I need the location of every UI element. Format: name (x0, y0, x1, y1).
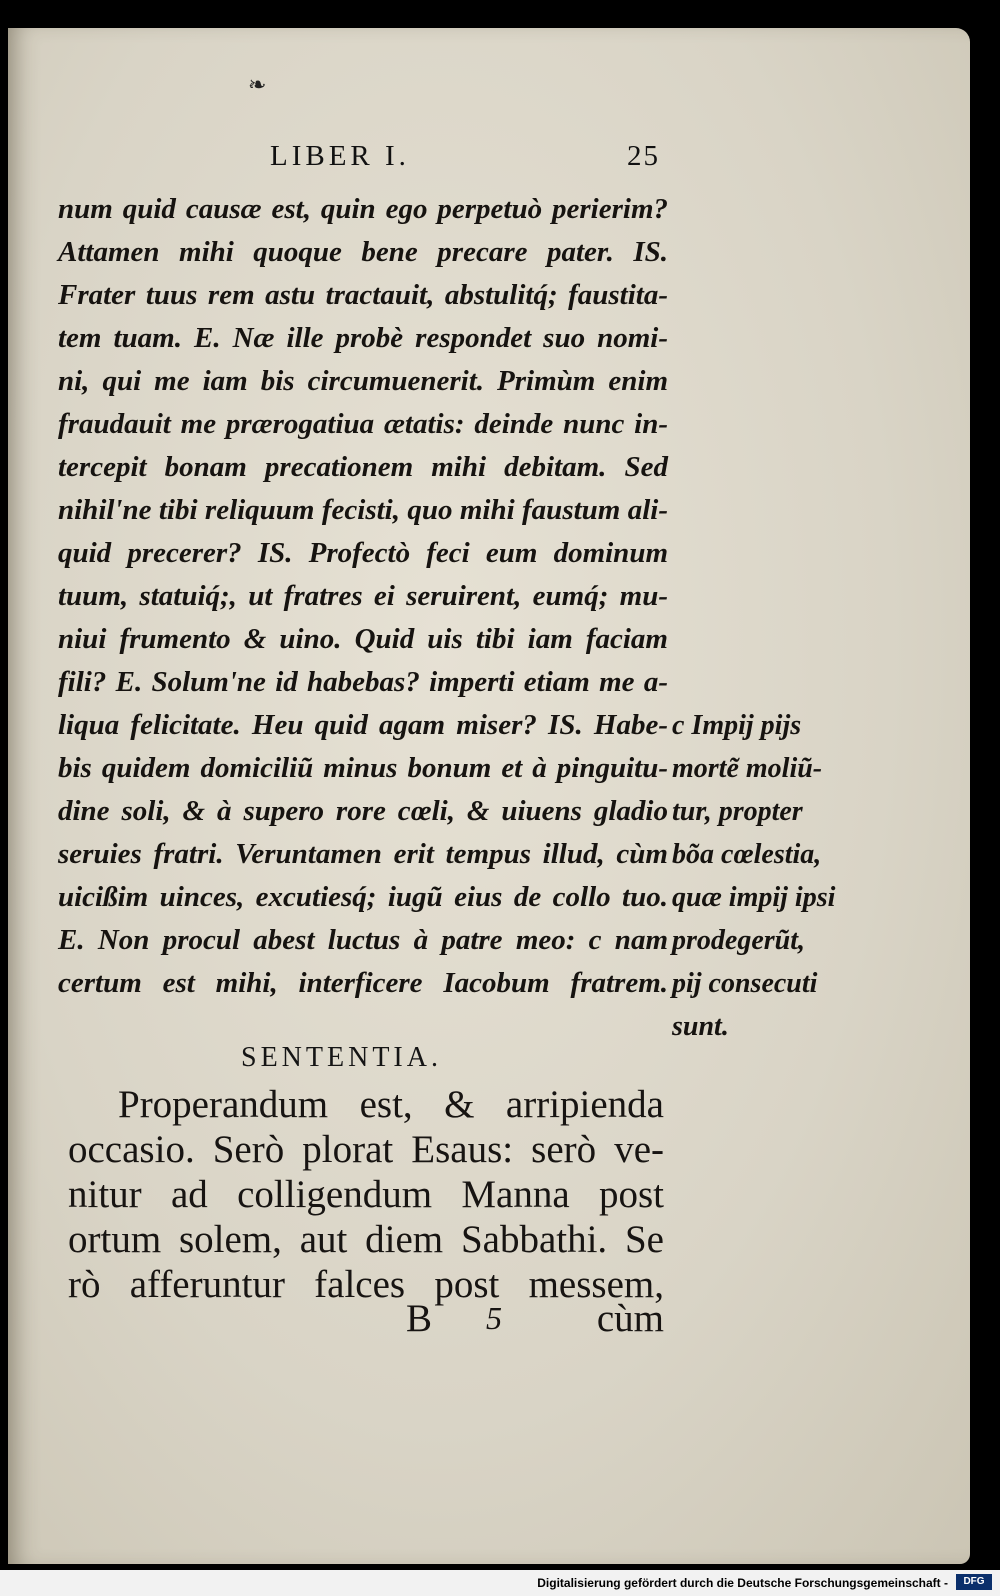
text-line: num quid causæ est, quin ego perpetuò perierim? (58, 193, 668, 225)
signature-number: 5 (486, 1300, 502, 1336)
sententia-line: occasio. Serò plorat Esaus: serò ve- (68, 1128, 664, 1171)
sententia-text (68, 1082, 664, 1307)
sententia-line: Properandum est, & arripienda (118, 1083, 664, 1126)
text-line: dine soli, & à supero rore cœli, & uiuens gladio (58, 795, 668, 827)
footer-text: Digitalisierung gefördert durch die Deutsche Forschungsgemeinschaft - (537, 1576, 948, 1590)
text-line: tuum, statuiq́;, ut fratres ei seruirent, eumq́; mu- (58, 580, 668, 612)
margin-line: pij consecuti (672, 968, 818, 999)
margin-line: quæ impij ipsi (672, 882, 836, 913)
text-line: nihil'ne tibi reliquum fecisti, quo mihi faustum ali- (58, 494, 668, 526)
sententia-line: nitur ad colligendum Manna post (68, 1173, 664, 1216)
text-line: E. Non procul abest luctus à patre meo: c nam (58, 924, 668, 956)
text-line: liqua felicitate. Heu quid agam miser? IS. Habe- (58, 709, 668, 741)
text-line: niui frumento & uino. Quid uis tibi iam faciam (58, 623, 668, 655)
catchword: cùm (596, 1297, 664, 1340)
text-line: quid precerer? IS. Profectò feci eum dominum (58, 537, 668, 569)
sententia-heading: SENTENTIA. (241, 1042, 442, 1073)
digitization-footer (0, 1570, 1000, 1596)
header-title: LIBER I. (270, 140, 410, 172)
text-line: uicißim uinces, excutiesq́; iugũ eius de collo tuo. (58, 881, 668, 913)
margin-line: mortẽ moliũ- (672, 753, 823, 784)
text-line: bis quidem domiciliũ minus bonum et à pinguitu- (58, 752, 668, 784)
text-line: Frater tuus rem astu tractauit, abstulitq́; faustita- (58, 279, 668, 311)
text-line: fraudauit me prærogatiua ætatis: deinde nunc in- (58, 408, 668, 440)
page-number: 25 (627, 140, 660, 172)
text-line: tem tuam. E. Næ ille probè respondet suo nomi- (58, 322, 668, 354)
running-header (270, 140, 660, 173)
margin-line: sunt. (672, 1011, 729, 1042)
body-text (58, 188, 668, 1005)
text-line: fili? E. Solum'ne id habebas? imperti etiam me a- (58, 666, 668, 698)
signature-mark: B (406, 1297, 433, 1340)
text-line: tercepit bonam precationem mihi debitam. Sed (58, 451, 668, 483)
text-line: seruies fratri. Veruntamen erit tempus illud, cùm (58, 838, 668, 870)
ornament-mark: ❧ (248, 72, 267, 97)
dfg-logo: DFG (956, 1574, 992, 1590)
book-page (8, 28, 970, 1564)
text-line: certum est mihi, interficere Iacobum fratrem. (58, 967, 668, 999)
margin-line: c Impij pijs (672, 710, 802, 741)
text-line: Attamen mihi quoque bene precare pater. IS. (58, 236, 668, 268)
sententia-line: ortum solem, aut diem Sabbathi. Se (68, 1218, 664, 1261)
margin-line: prodegerũt, (672, 925, 805, 956)
sententia-line: rò afferuntur falces post messem, (68, 1263, 664, 1306)
margin-note (672, 704, 852, 1048)
margin-line: tur, propter (672, 796, 803, 827)
margin-line: bõa cœlestia, (672, 839, 822, 870)
text-line: ni, qui me iam bis circumuenerit. Primùm enim (58, 365, 668, 397)
